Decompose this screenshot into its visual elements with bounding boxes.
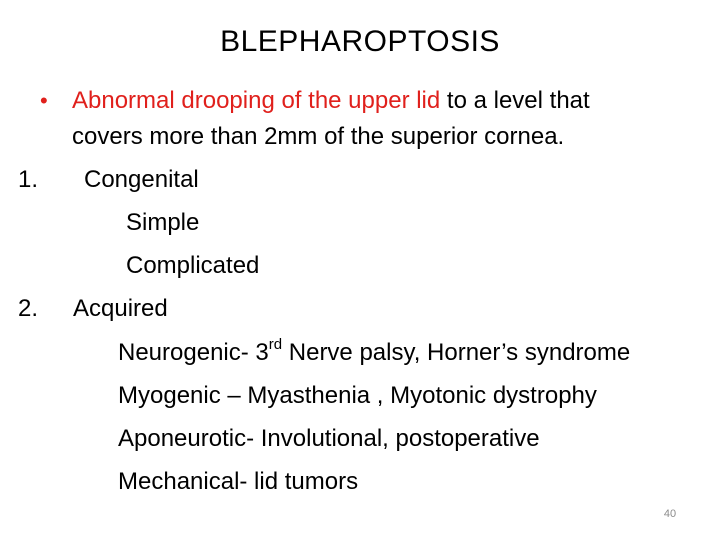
subtype-simple: Simple xyxy=(126,209,200,236)
definition-line-2: covers more than 2mm of the superior cornea. xyxy=(72,123,565,150)
subtype-aponeurotic: Aponeurotic- Involutional, postoperative xyxy=(118,425,540,452)
list-number: 1. xyxy=(18,166,39,193)
list-number: 2. xyxy=(18,295,39,322)
neurogenic-superscript: rd xyxy=(268,336,283,353)
definition-rest: to a level that xyxy=(440,87,590,114)
subtype-myogenic: Myogenic – Myasthenia , Myotonic dystrophy xyxy=(118,382,597,409)
subtype-complicated: Complicated xyxy=(126,252,260,279)
subtype-neurogenic xyxy=(118,338,630,368)
congenital-label: Congenital xyxy=(84,166,199,193)
slide-title: BLEPHAROPTOSIS xyxy=(220,25,500,58)
definition-line-1 xyxy=(72,86,590,116)
definition-highlight: Abnormal drooping of the upper lid xyxy=(72,87,441,114)
acquired-label: Acquired xyxy=(73,295,168,322)
list-item-congenital xyxy=(18,165,38,195)
subtype-mechanical: Mechanical- lid tumors xyxy=(118,468,359,495)
neurogenic-prefix: Neurogenic- 3 xyxy=(118,339,269,366)
page-number: 40 xyxy=(663,508,677,520)
list-item-acquired xyxy=(18,294,38,324)
neurogenic-suffix: Nerve palsy, Horner’s syndrome xyxy=(282,339,631,366)
bullet-icon: • xyxy=(40,88,48,113)
